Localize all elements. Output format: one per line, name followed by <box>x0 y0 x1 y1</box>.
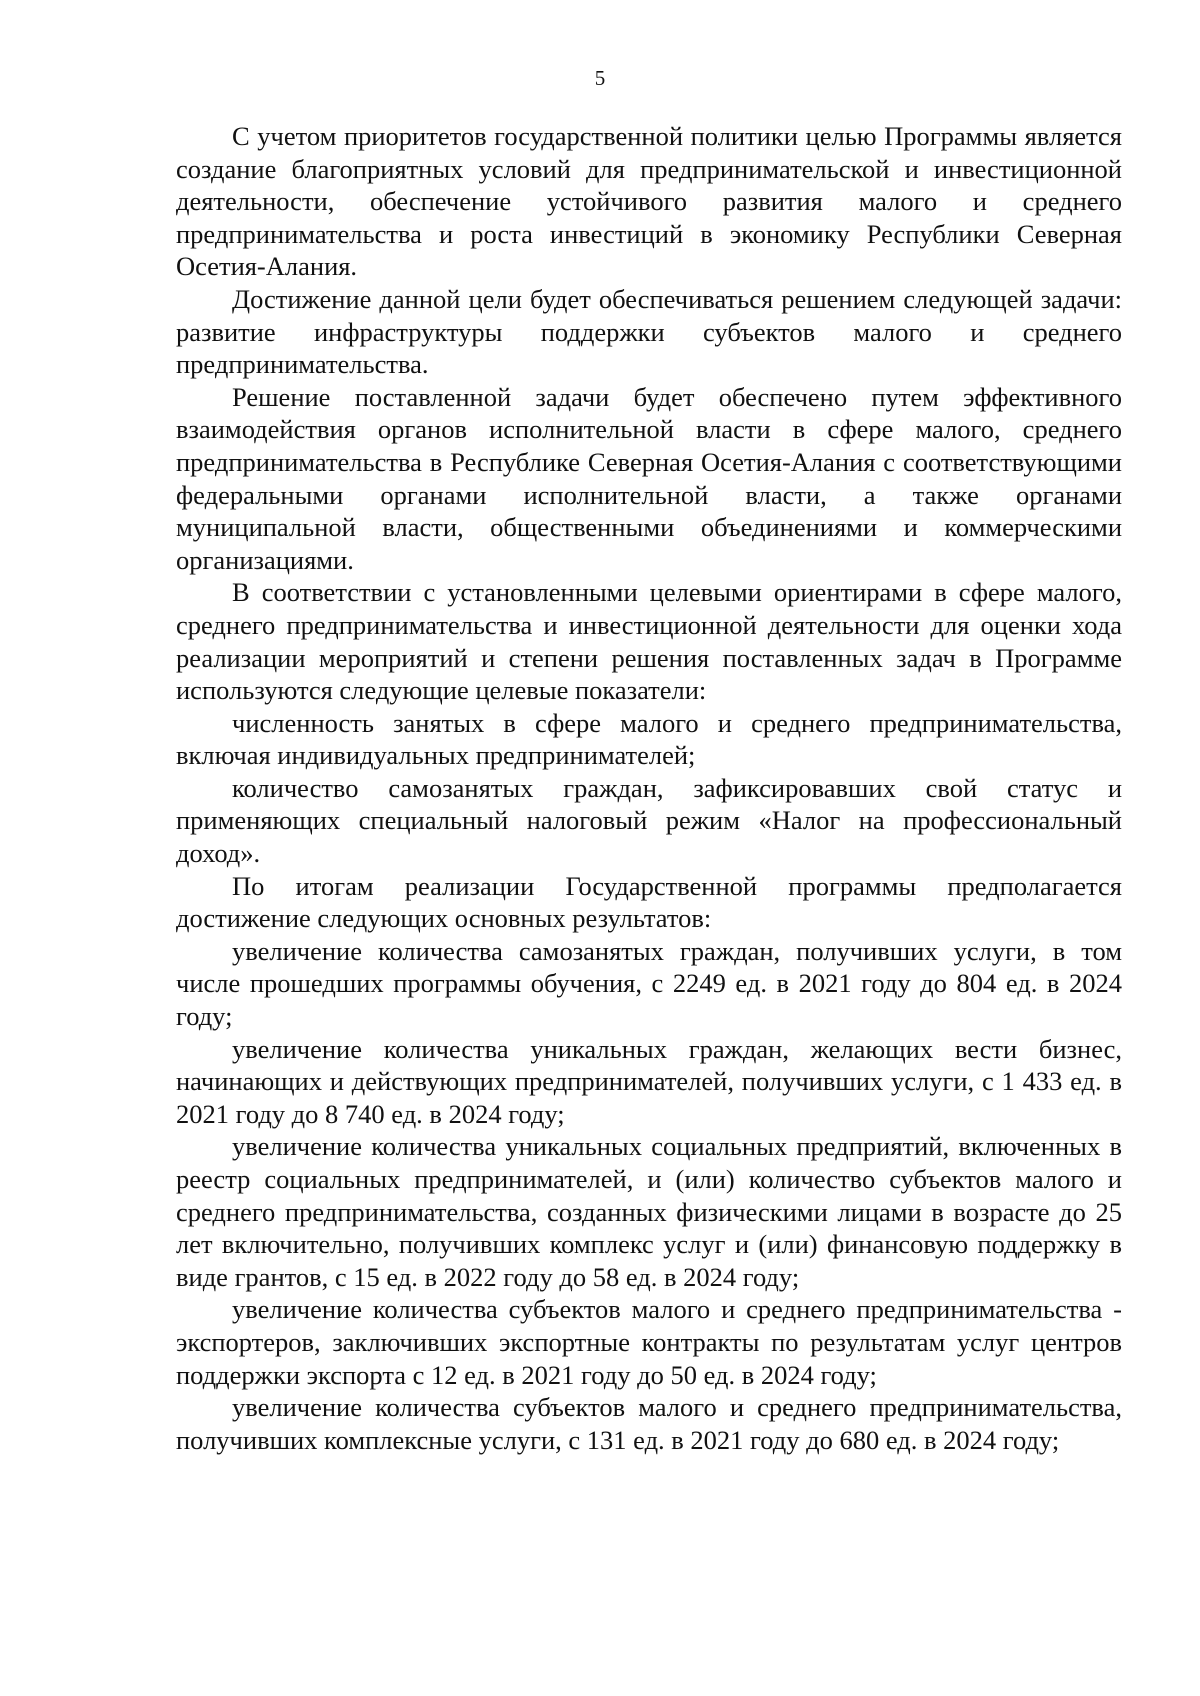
list-item-result-unique-citizens: увеличение количества уникальных граждан, желающих вести бизнес, начинающих и действующих предпринимателей, получивших услуги, с 1 433 ед. в 2021 году до 8 740 ед. в 2024 году; <box>176 1033 1122 1129</box>
paragraph-task-solution: Решение поставленной задачи будет обеспечено путем эффективного взаимодействия органов исполнительной власти в сфере малого, среднего предпринимательства в Республике Северная Осетия-Алания с соответствующими федеральными органами исполнительной власти, а также органами муниципальной власти, общественными объединениями и коммерческими организациями. <box>176 381 1122 575</box>
paragraph-goal-achievement: Достижение данной цели будет обеспечиваться решением следующей задачи: развитие инфраструктуры поддержки субъектов малого и среднего предпринимательства. <box>176 283 1122 380</box>
page-number: 5 <box>594 66 606 90</box>
list-item-result-exporters: увеличение количества субъектов малого и среднего предпринимательства - экспортеров, заключивших экспортные контракты по результатам услуг центров поддержки экспорта с 12 ед. в 2021 году до 50 ед. в 2024 году; <box>176 1294 1122 1390</box>
list-item-result-social-enterprises: увеличение количества уникальных социальных предприятий, включенных в реестр социальных предпринимателей, и (или) количество субъектов малого и среднего предпринимательства, созданных физическими лицами в возрасте до 25 лет включительно, получивших комплекс услуг и (или) финансовую поддержку в виде грантов, с 15 ед. в 2022 году до 58 ед. в 2024 году; <box>176 1131 1122 1292</box>
paragraph-expected-results: По итогам реализации Государственной программы предполагается достижение следующих основных результатов: <box>176 870 1122 934</box>
paragraph-target-indicators: В соответствии с установленными целевыми ориентирами в сфере малого, среднего предпринимательства и инвестиционной деятельности для оценки хода реализации мероприятий и степени решения поставленных задач в Программе используются следующие целевые показатели: <box>176 577 1122 706</box>
paragraph-program-goal: С учетом приоритетов государственной политики целью Программы является создание благоприятных условий для предпринимательской и инвестиционной деятельности, обеспечение устойчивого развития малого и среднего предпринимательства и роста инвестиций в экономику Республики Северная Осетия-Алания. <box>176 121 1122 282</box>
document-body <box>176 120 1122 1456</box>
list-item-indicator-self-employed: количество самозанятых граждан, зафиксировавших свой статус и применяющих специальный налоговый режим «Налог на профессиональный доход». <box>176 772 1122 869</box>
list-item-result-complex-services: увеличение количества субъектов малого и среднего предпринимательства, получивших комплексные услуги, с 131 ед. в 2021 году до 680 ед. в 2024 году; <box>176 1392 1122 1455</box>
list-item-result-self-employed: увеличение количества самозанятых граждан, получивших услуги, в том числе прошедших программы обучения, с 2249 ед. в 2021 году до 804 ед. в 2024 году; <box>176 935 1122 1032</box>
list-item-indicator-employment: численность занятых в сфере малого и среднего предпринимательства, включая индивидуальных предпринимателей; <box>176 707 1122 771</box>
